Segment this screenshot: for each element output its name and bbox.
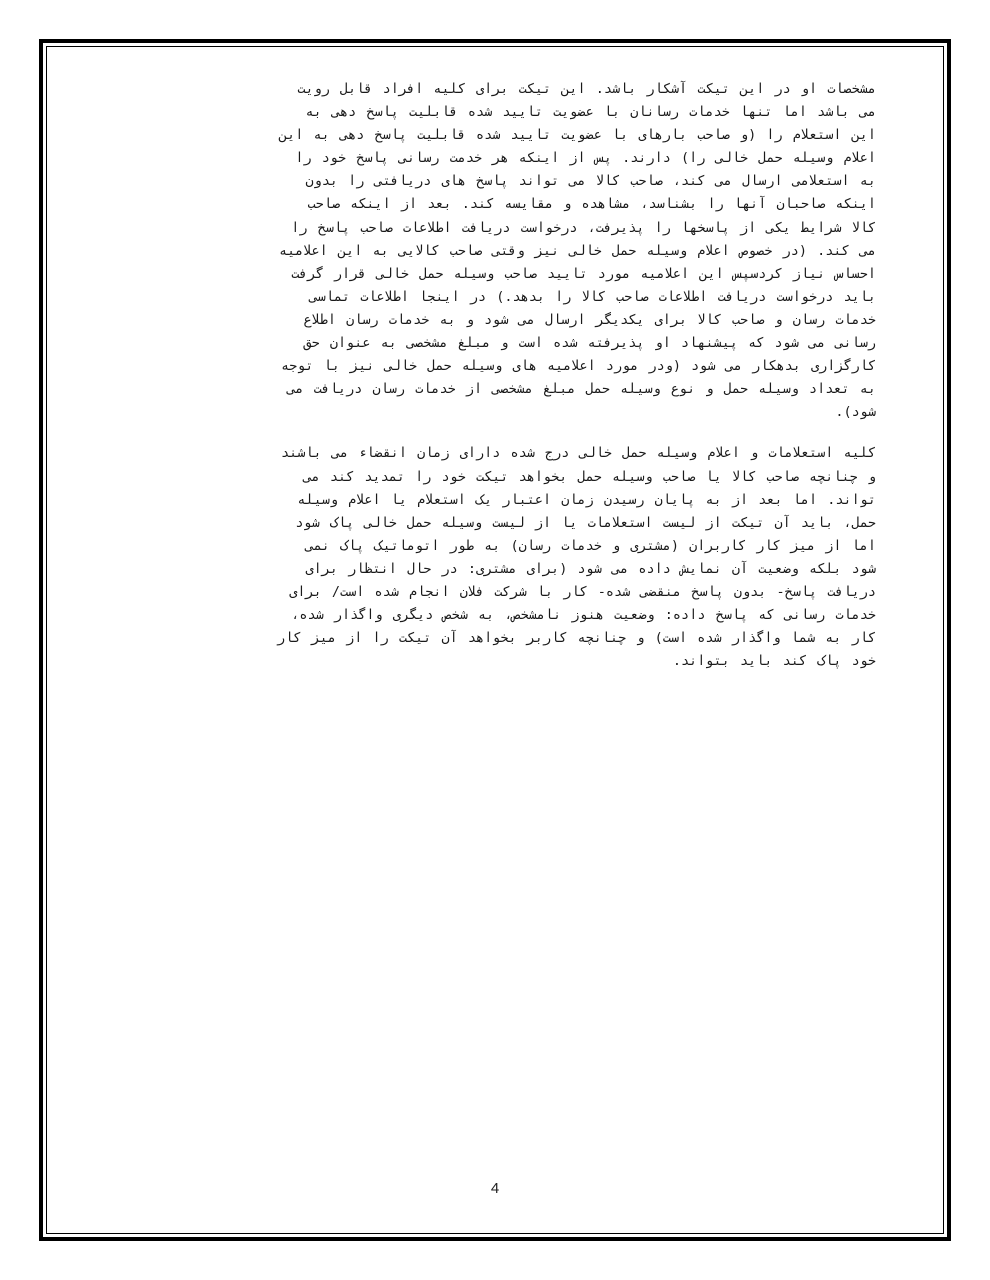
text-line: کار به شما واگذار شده است) و چنانچه کاربر بخواهد آن تیکت را از میز کار <box>277 630 876 647</box>
text-line: کالا شرایط یکی از پاسخها را پذیرفت، درخواست دریافت اطلاعات صاحب پاسخ را <box>291 219 876 236</box>
text-line: می باشد اما تنها خدمات رسانان با عضویت تایید شده قابلیت پاسخ دهی به <box>305 104 876 121</box>
text-line: احساس نیاز کردسپس این اعلامیه مورد تایید صاحب وسیله حمل خالی قرار گرفت <box>291 265 876 282</box>
text-line: اعلام وسیله حمل خالی را) دارند. پس از اینکه هر خدمت رسانی پاسخ خود را <box>295 150 876 167</box>
paragraph-2 <box>120 442 876 673</box>
text-line: این استعلام را (و صاحب بارهای با عضویت تایید شده قابلیت پاسخ دهی به این <box>279 127 876 144</box>
text-line: تواند. اما بعد از به پایان رسیدن زمان اعتبار یک استعلام یا اعلام وسیله <box>297 491 876 508</box>
text-line: به استعلامی ارسال می کند، صاحب کالا می تواند پاسخ های دریافتی را بدون <box>305 173 876 190</box>
text-line: خود پاک کند باید بتواند. <box>672 653 876 670</box>
text-line: کلیه استعلامات و اعلام وسیله حمل خالی درج شده دارای زمان انقضاء می باشند <box>281 445 876 462</box>
paragraph-1 <box>120 78 876 424</box>
text-line: شود بلکه وضعیت آن نمایش داده می شود (برای مشتری: در حال انتظار برای <box>305 560 876 577</box>
text-line: کارگزاری بدهکار می شود (ودر مورد اعلامیه های وسیله حمل خالی نیز با توجه <box>281 358 876 375</box>
text-line: اما از میز کار کاربران (مشتری و خدمات رسان) به طور اتوماتیک پاک نمی <box>305 537 876 554</box>
text-line: حمل، باید آن تیکت از لیست استعلامات یا از لیست وسیله حمل خالی پاک شود <box>295 514 876 531</box>
text-line: رسانی می شود که پیشنهاد او پذیرفته شده است و مبلغ مشخصی به عنوان حق <box>303 335 876 352</box>
text-line: باید درخواست دریافت اطلاعات صاحب کالا را بدهد.) در اینجا اطلاعات تماسی <box>309 288 876 305</box>
text-line: مشخصات او در این تیکت آشکار باشد. این تیکت برای کلیه افراد قابل رویت <box>297 81 876 97</box>
text-line: دریافت پاسخ- بدون پاسخ منقضی شده- کار با شرکت فلان انجام شده است/ برای <box>289 583 876 600</box>
text-line: خدمات رسان و صاحب کالا برای یکدیگر ارسال می شود و به خدمات رسان اطلاع <box>303 311 876 328</box>
paragraph-spacer <box>120 424 876 442</box>
text-line: به تعداد وسیله حمل و نوع وسیله حمل مبلغ مشخصی از خدمات رسان دریافت می <box>287 381 876 398</box>
text-line: و چنانچه صاحب کالا یا صاحب وسیله حمل بخواهد تیکت خود را تمدید کند می <box>303 468 876 485</box>
text-line: شود). <box>835 404 876 421</box>
text-line: خدمات رسانی که پاسخ داده: وضعیت هنوز نامشخص، به شخص دیگری واگذار شده، <box>291 607 876 624</box>
page-number: 4 <box>490 1180 500 1197</box>
text-line: اینکه صاحبان آنها را بشناسد، مشاهده و مقایسه کند. بعد از اینکه صاحب <box>307 196 876 213</box>
page-content <box>120 78 876 673</box>
text-line: می کند. (در خصوص اعلام وسیله حمل خالی نیز وقتی صاحب کالایی به این اعلامیه <box>279 242 876 259</box>
